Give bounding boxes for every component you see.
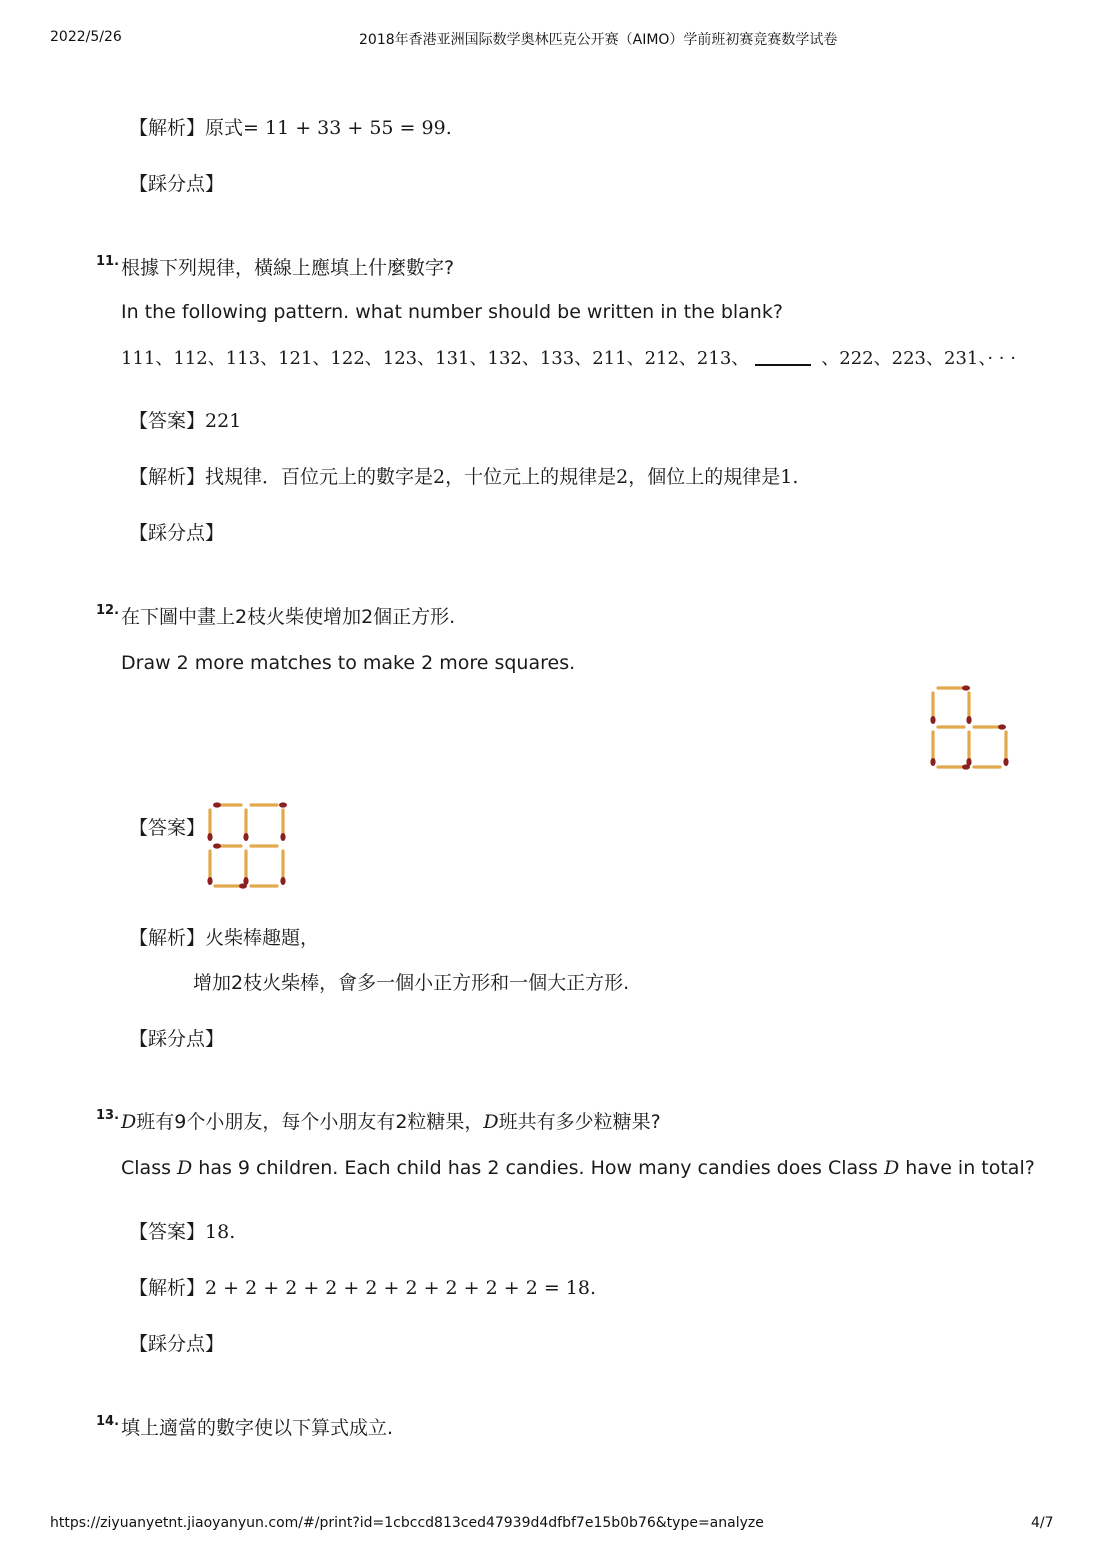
footer-url: https://ziyuanyetnt.jiaoyanyun.com/#/print?id=1cbccd813ced47939d4dfbf7e15b0b76&type=analyze [50, 1515, 764, 1531]
q11-question-en: In the following pattern. what number should be written in the blank? [121, 301, 783, 323]
question-text: 班共有多少粒糖果? [498, 1111, 661, 1133]
q13-question-zh [121, 1110, 661, 1134]
variable: D [883, 1157, 900, 1179]
question-number: 13. [96, 1108, 120, 1123]
q12-analysis-line2: 增加2枝火柴棒，會多一個小正方形和一個大正方形. [193, 972, 630, 994]
q13-question-en [121, 1156, 1035, 1180]
analysis-math: 2 + 2 + 2 + 2 + 2 + 2 + 2 + 2 + 2 = 18. [205, 1277, 597, 1299]
page-number: 4/7 [1031, 1515, 1054, 1531]
q14-question-zh: 填上適當的數字使以下算式成立. [121, 1417, 394, 1439]
question-text: 班有9个小朋友，每个小朋友有2粒糖果， [136, 1111, 484, 1133]
variable: D [177, 1157, 193, 1179]
analysis-text: . [792, 466, 799, 488]
question-number: 12. [96, 603, 120, 618]
q13-answer [129, 1220, 235, 1244]
q13-scoring: 【踩分点】 [129, 1333, 225, 1355]
analysis-number: 2 [616, 466, 629, 488]
q10-scoring: 【踩分点】 [129, 173, 225, 195]
q12-scoring: 【踩分点】 [129, 1028, 225, 1050]
q11-sequence [121, 346, 1016, 371]
analysis-label: 【解析】 [129, 466, 206, 488]
sequence-before: 111、112、113、121、122、123、131、132、133、211、212、213、 [121, 348, 750, 369]
q12-question-zh: 在下圖中畫上2枝火柴使增加2個正方形. [121, 606, 456, 628]
document-title: 2018年香港亚洲国际数学奥林匹克公开赛（AIMO）学前班初赛竞赛数学试卷 [359, 32, 838, 48]
answer-label: 【答案】 [129, 1221, 206, 1243]
question-text: has 9 children. Each child has 2 candies. How many candies does Class [192, 1157, 884, 1179]
answer-value: 18. [205, 1221, 236, 1243]
q12-answer-label: 【答案】 [129, 817, 206, 839]
variable: D [121, 1111, 137, 1133]
analysis-label: 【解析】 [129, 1277, 206, 1299]
q13-analysis [129, 1276, 596, 1300]
q12-analysis [129, 926, 319, 950]
analysis-label: 【解析】 [129, 927, 206, 949]
matchstick-answer-figure [205, 800, 291, 892]
analysis-label: 【解析】 [129, 117, 206, 139]
q11-question-zh: 根據下列規律，橫線上應填上什麼數字? [121, 257, 455, 279]
print-date: 2022/5/26 [50, 29, 122, 45]
answer-value: 221 [205, 410, 242, 432]
analysis-text: ，個位上的規律是 [628, 466, 781, 488]
question-number: 11. [96, 254, 120, 269]
q11-answer [129, 409, 241, 433]
analysis-number: 1 [780, 466, 793, 488]
analysis-math: = 11 + 33 + 55 = 99. [243, 117, 452, 139]
question-text: have in total? [899, 1157, 1035, 1179]
analysis-number: 2 [433, 466, 446, 488]
variable: D [483, 1111, 499, 1133]
analysis-text: 火柴棒趣題， [205, 927, 320, 949]
q12-question-en: Draw 2 more matches to make 2 more squares. [121, 652, 576, 674]
q10-analysis [129, 116, 452, 140]
q11-scoring: 【踩分点】 [129, 522, 225, 544]
answer-label: 【答案】 [129, 410, 206, 432]
question-number: 14. [96, 1414, 120, 1429]
question-text: Class [121, 1157, 178, 1179]
sequence-after: 、222、223、231、· · · [821, 348, 1016, 369]
answer-blank [755, 346, 811, 366]
analysis-text: ，十位元上的規律是 [445, 466, 617, 488]
analysis-prefix: 原式 [205, 117, 244, 139]
matchstick-question-figure [928, 683, 1014, 775]
analysis-text: 找規律．百位元上的數字是 [205, 466, 434, 488]
q11-analysis [129, 465, 798, 489]
